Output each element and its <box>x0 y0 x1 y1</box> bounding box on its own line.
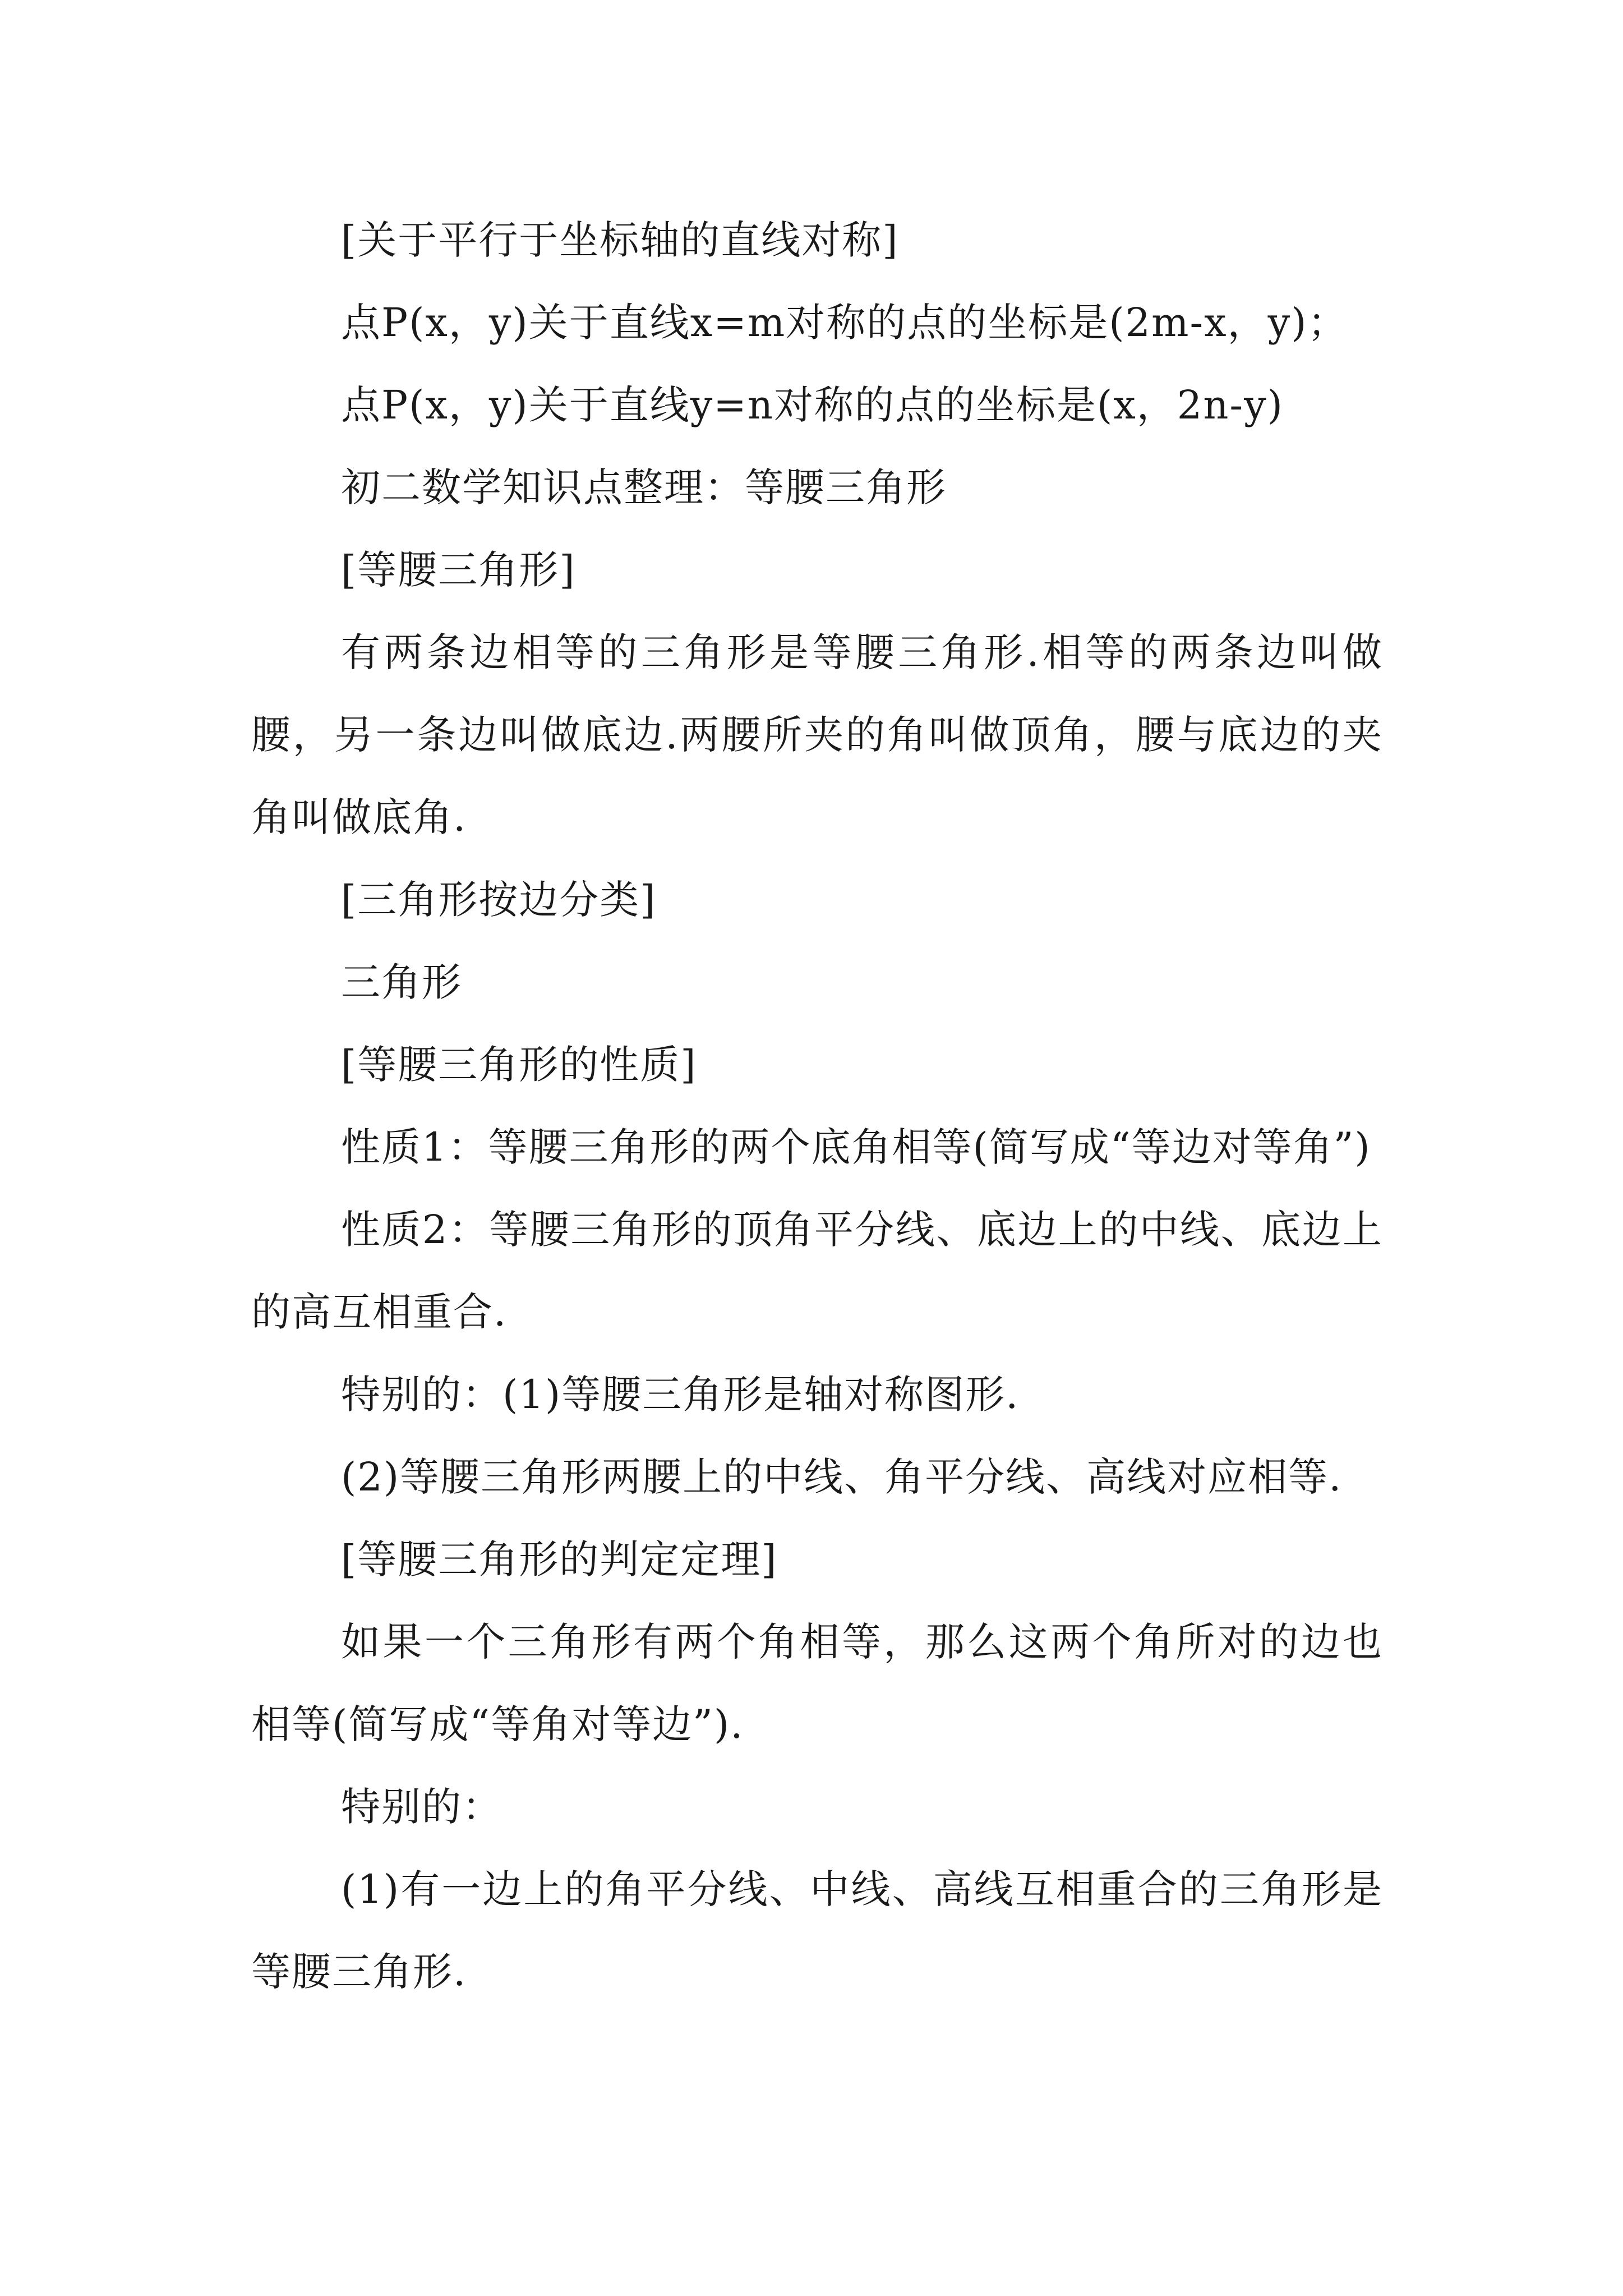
paragraph-symmetry-x-equals-m: 点P(x，y)关于直线x=m对称的点的坐标是(2m-x，y)； <box>341 300 1348 346</box>
section-heading-isosceles-triangle: [等腰三角形] <box>341 547 576 593</box>
paragraph-isosceles-definition: 有两条边相等的三角形是等腰三角形.相等的两条边叫做腰，另一条边叫做底边.两腰所夹的角叫做顶角，腰与底边的夹角叫做底角. <box>251 629 1383 840</box>
paragraph-special-label: 特别的： <box>341 1784 502 1830</box>
paragraph-theorem: 如果一个三角形有两个角相等，那么这两个角所对的边也相等(简写成“等角对等边”). <box>251 1619 1383 1747</box>
section-heading-triangle-classification: [三角形按边分类] <box>341 877 657 923</box>
paragraph-special-1: 特别的：(1)等腰三角形是轴对称图形. <box>341 1372 1020 1418</box>
section-heading-isosceles-theorem: [等腰三角形的判定定理] <box>341 1536 778 1582</box>
paragraph-triangle: 三角形 <box>341 959 462 1005</box>
paragraph-special-coincide: (1)有一边上的角平分线、中线、高线互相重合的三角形是等腰三角形. <box>251 1866 1383 1995</box>
section-heading-symmetry-parallel-axis: [关于平行于坐标轴的直线对称] <box>341 217 899 263</box>
paragraph-property-1: 性质1：等腰三角形的两个底角相等(简写成“等边对等角”) <box>341 1124 1371 1170</box>
section-heading-isosceles-properties: [等腰三角形的性质] <box>341 1042 697 1088</box>
paragraph-property-2: 性质2：等腰三角形的顶角平分线、底边上的中线、底边上的高互相重合. <box>251 1207 1383 1335</box>
document-body <box>251 199 1383 2013</box>
section-title-isosceles-triangle: 初二数学知识点整理：等腰三角形 <box>341 464 947 510</box>
paragraph-symmetry-y-equals-n: 点P(x，y)关于直线y=n对称的点的坐标是(x，2n-y) <box>341 382 1284 428</box>
paragraph-special-2: (2)等腰三角形两腰上的中线、角平分线、高线对应相等. <box>341 1454 1343 1500</box>
